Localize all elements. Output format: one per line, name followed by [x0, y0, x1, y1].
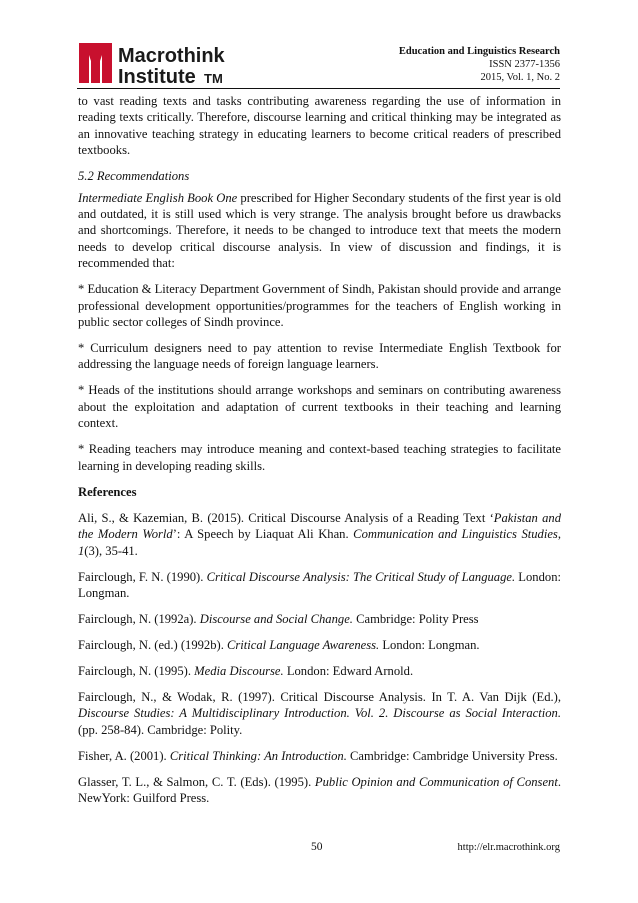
reference-title: Critical Discourse Analysis: The Critical Study of Language. — [206, 569, 516, 584]
reference-text: Glasser, T. L., & Salmon, C. T. (Eds). (1995). — [78, 774, 315, 789]
logo-text-line2: Institute — [118, 66, 196, 87]
reference-item — [78, 689, 561, 738]
logo-text-line1: Macrothink — [118, 45, 225, 67]
recommendation-item-4: * Reading teachers may introduce meaning and context-based teaching strategies to facilitate learning in developing reading skills. — [78, 442, 561, 473]
reference-text: London: Longman. — [78, 569, 561, 600]
recommendation-item-3: * Heads of the institutions should arrange workshops and seminars on contributing awareness about the exploitation and adaptation of current textbooks in their teaching and learning context. — [78, 383, 561, 431]
reference-text: London: Edward Arnold. — [283, 663, 414, 678]
recommendation-item-2: * Curriculum designers need to pay attention to revise Intermediate English Textbook for addressing the language needs of foreign language learners. — [78, 341, 561, 372]
journal-volume: 2015, Vol. 1, No. 2 — [480, 72, 560, 83]
recommendation-paragraph — [78, 190, 561, 272]
reference-volume: 1 — [78, 543, 85, 558]
reference-text: Cambridge: Cambridge University Press. — [346, 748, 558, 763]
reference-title: Critical Thinking: An Introduction. — [169, 748, 347, 763]
journal-issn: ISSN 2377-1356 — [489, 59, 560, 70]
logo-mark-icon — [79, 43, 112, 83]
reference-title: Discourse and Social Change. — [199, 611, 353, 626]
reference-item — [78, 663, 561, 679]
reference-text: Fairclough, N. (1992a). — [78, 611, 200, 626]
recommendation-item-1: * Education & Literacy Department Government of Sindh, Pakistan should provide and arrange professional development opportunities/programmes for the teachers of English working in public sector colleges of Sindh province. — [78, 282, 561, 330]
reference-item — [78, 611, 561, 627]
reference-text: Ali, S., & Kazemian, B. (2015). Critical Discourse Analysis of a Reading Text ‘ — [78, 510, 494, 525]
reference-text: (3), 35-41. — [84, 543, 138, 558]
journal-info — [399, 45, 560, 84]
recommendation-text: prescribed for Higher Secondary students of the first year is old and outdated, it is still used which is very strange. The analysis brought before us drawbacks and shortcomings. Therefore, it needs to be changed to introduce text that meets the modern needs to develop critical discourse analysis. In view of discussion and findings, it is recommended that: — [78, 190, 561, 271]
reference-text: Fairclough, N. (ed.) (1992b). — [78, 637, 227, 652]
reference-item — [78, 748, 561, 764]
reference-text: (pp. 258-84). Cambridge: Polity. — [78, 722, 243, 737]
reference-title: Public Opinion and Communication of Consent — [314, 774, 558, 789]
reference-text: , — [557, 527, 561, 542]
page-number: 50 — [311, 841, 323, 853]
footer-url: http://elr.macrothink.org — [457, 842, 560, 853]
book-title: Intermediate English Book One — [78, 190, 238, 205]
reference-text: . NewYork: Guilford Press. — [78, 774, 561, 806]
reference-item — [78, 637, 561, 653]
reference-text: ’: A Speech by Liaquat Ali Khan. — [172, 527, 354, 542]
reference-item — [78, 569, 561, 602]
reference-text: Fairclough, F. N. (1990). — [78, 569, 207, 584]
reference-italic: Pakistan and the Modern World — [78, 510, 561, 542]
reference-item — [78, 774, 561, 807]
reference-text: Fairclough, N., & Wodak, R. (1997). Critical Discourse Analysis. In T. A. Van Dijk (Ed.), — [78, 689, 561, 704]
reference-title: Critical Language Awareness. — [227, 637, 380, 652]
reference-item — [78, 510, 561, 559]
intro-paragraph: to vast reading texts and tasks contributing awareness regarding the use of information in reading texts critically. Therefore, discourse learning and critical thinking may be integrated as an innovative teaching strategy in educating learners to become critical readers of prescribed textbooks. — [78, 94, 561, 158]
reference-title: Discourse Studies: A Multidisciplinary Introduction. Vol. 2. Discourse as Social Interaction. — [78, 706, 561, 721]
reference-text: Fisher, A. (2001). — [78, 748, 170, 763]
reference-journal: Communication and Linguistics Studies — [353, 527, 558, 542]
reference-text: Cambridge: Polity Press — [352, 611, 479, 626]
reference-title: Media Discourse. — [194, 663, 284, 678]
header-divider — [77, 88, 560, 89]
logo-trademark: TM — [204, 71, 223, 86]
reference-text: London: Longman. — [379, 637, 480, 652]
journal-title: Education and Linguistics Research — [398, 46, 560, 57]
publisher-logo — [77, 41, 277, 87]
reference-text: Fairclough, N. (1995). — [78, 663, 195, 678]
section-heading: 5.2 Recommendations — [78, 169, 190, 184]
references-heading: References — [78, 484, 137, 499]
page-body — [78, 93, 561, 816]
